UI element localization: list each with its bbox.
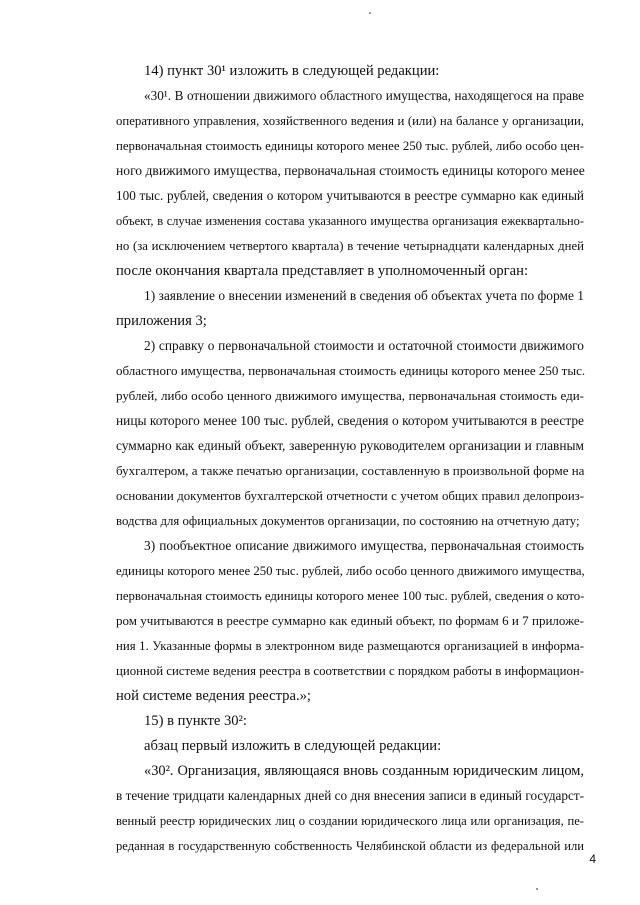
text-line: в течение тридцати календарных дней со дня внесения записи в единый государст-	[116, 788, 584, 803]
text-line: 14) пункт 30¹ изложить в следующей редакции:	[144, 63, 440, 79]
text-line: но (за исключением четвертого квартала) в течение четырнадцати календарных дней	[116, 239, 584, 253]
text-line: первоначальная стоимость единицы которого менее 250 тыс. рублей, либо особо цен-	[116, 139, 584, 153]
text-line: суммарно как единый объект, заверенную руководителем организации и главным	[116, 438, 584, 453]
text-line: областного имущества, первоначальная стоимость единицы которого менее 250 тыс.	[116, 363, 586, 378]
text-line: абзац первый изложить в следующей редакции:	[144, 738, 442, 754]
text-line: «30¹. В отношении движимого областного имущества, находящегося на праве	[144, 88, 584, 103]
text-line: приложения 3;	[116, 313, 207, 329]
page-number: 4	[589, 852, 596, 866]
text-line: реданная в государственную собственность Челябинской области из федеральной или	[116, 839, 584, 853]
text-line: единицы которого менее 250 тыс. рублей, либо особо ценного движимого имущества,	[116, 564, 585, 578]
text-line: 15) в пункте 30²:	[144, 713, 247, 729]
scan-speck	[369, 12, 371, 14]
text-line: 3) пообъектное описание движимого имущества, первоначальная стоимость	[144, 538, 584, 553]
text-line: ционной системе ведения реестра в соответствии с порядком работы в информацион-	[116, 664, 584, 678]
text-line: после окончания квартала представляет в уполномоченный орган:	[116, 263, 529, 279]
text-line: объект, в случае изменения состава указанного имущества организация ежеквартально-	[116, 214, 584, 228]
text-line: 1) заявление о внесении изменений в сведения об объектах учета по форме 1	[144, 288, 584, 303]
text-line: венный реестр юридических лиц о создании юридического лица или организация, пе-	[116, 814, 584, 828]
text-line: ницы которого менее 100 тыс. рублей, сведения о котором учитываются в реестре	[116, 413, 584, 428]
scan-speck	[536, 888, 538, 890]
text-line: ной системе ведения реестра.»;	[116, 688, 311, 704]
text-line: ного движимого имущества, первоначальная стоимость единицы которого менее	[116, 163, 585, 178]
text-line: ния 1. Указанные формы в электронном виде размещаются организацией в информа-	[116, 639, 584, 653]
text-line: бухгалтером, а также печатью организации, составленную в произвольной форме на	[116, 463, 585, 478]
text-line: оперативного управления, хозяйственного ведения и (или) на балансе у организации,	[116, 114, 584, 128]
text-line: 100 тыс. рублей, сведения о котором учитываются в реестре суммарно как единый	[116, 188, 584, 203]
text-line: первоначальная стоимость единицы которого менее 100 тыс. рублей, сведения о кото-	[116, 589, 585, 603]
text-line: ром учитываются в реестре суммарно как единый объект, по формам 6 и 7 приложе-	[116, 613, 584, 628]
text-line: водства для официальных документов организации, по состоянию на отчетную дату;	[116, 514, 580, 528]
text-line: 2) справку о первоначальной стоимости и остаточной стоимости движимого	[144, 338, 584, 353]
text-line: основании документов бухгалтерской отчетности с учетом общих правил делопроиз-	[116, 489, 584, 503]
text-line: «30². Организация, являющаяся вновь созданным юридическим лицом,	[144, 763, 584, 779]
text-line: рублей, либо особо ценного движимого имущества, первоначальная стоимость еди-	[116, 388, 584, 403]
